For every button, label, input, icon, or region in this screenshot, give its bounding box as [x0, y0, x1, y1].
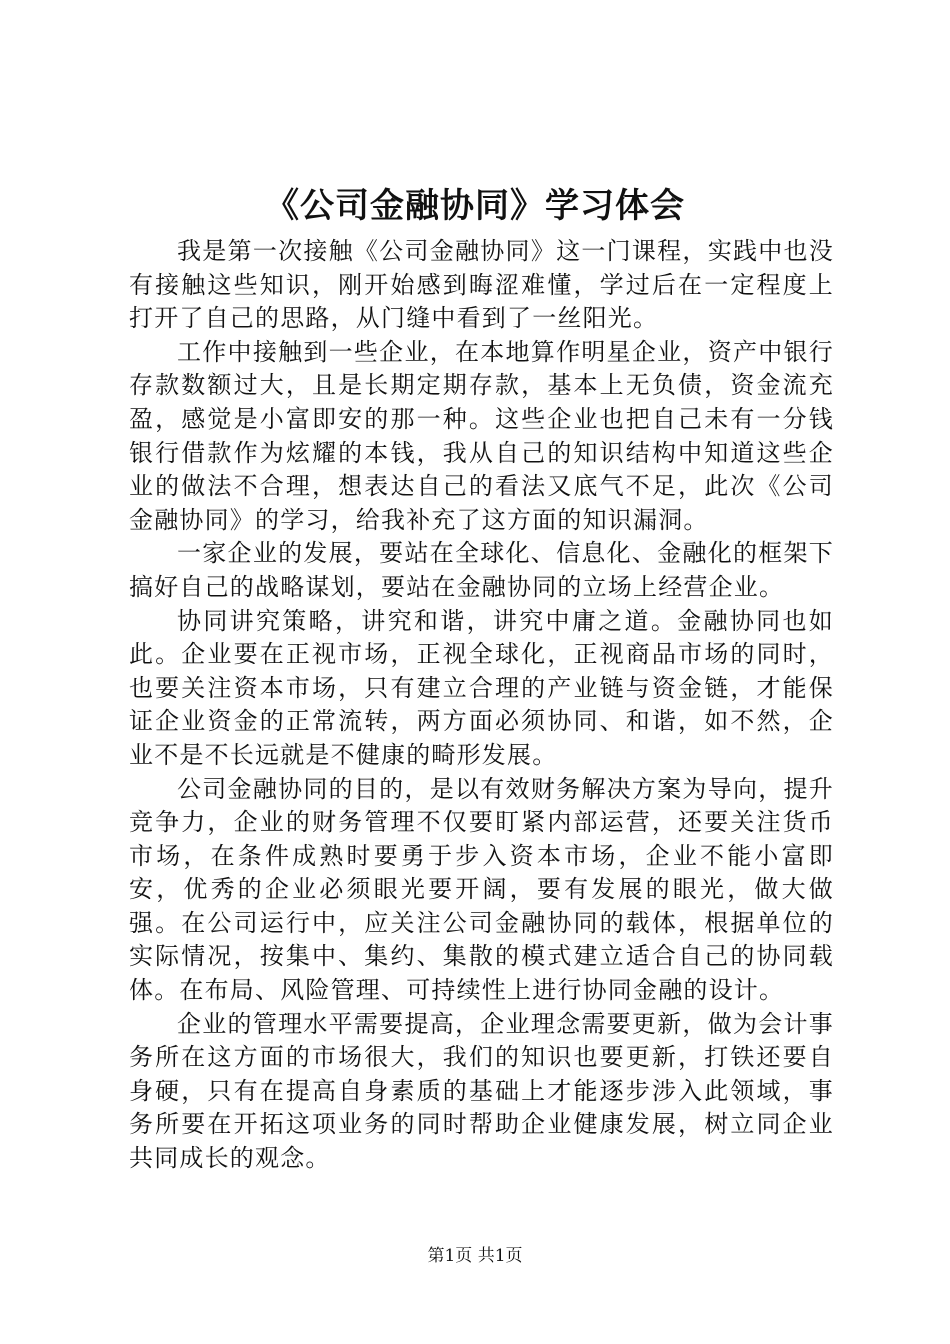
paragraph-3: 一家企业的发展，要站在全球化、信息化、金融化的框架下搞好自己的战略谋划，要站在金融协同的立场上经营企业。	[129, 539, 834, 601]
paragraph-6: 企业的管理水平需要提高，企业理念需要更新，做为会计事务所在这方面的市场很大，我们的知识也要更新，打铁还要自身硬，只有在提高自身素质的基础上才能逐步涉入此领域，事务所要在开拓这项业务的同时帮助企业健康发展，树立同企业共同成长的观念。	[129, 1009, 834, 1173]
document-title: 《公司金融协同》学习体会	[265, 186, 685, 226]
paragraph-1: 我是第一次接触《公司金融协同》这一门课程，实践中也没有接触这些知识，刚开始感到晦涩难懂，学过后在一定程度上打开了自己的思路，从门缝中看到了一丝阳光。	[129, 237, 834, 333]
paragraph-5: 公司金融协同的目的，是以有效财务解决方案为导向，提升竞争力，企业的财务管理不仅要盯紧内部运营，还要关注货币市场，在条件成熟时要勇于步入资本市场，企业不能小富即安，优秀的企业必须眼光要开阔，要有发展的眼光，做大做强。在公司运行中，应关注公司金融协同的载体，根据单位的实际情况，按集中、集约、集散的模式建立适合自己的协同载体。在布局、风险管理、可持续性上进行协同金融的设计。	[129, 774, 834, 1005]
document-body	[129, 235, 834, 1176]
paragraph-2: 工作中接触到一些企业，在本地算作明星企业，资产中银行存款数额过大，且是长期定期存款，基本上无负债，资金流充盈，感觉是小富即安的那一种。这些企业也把自己未有一分钱银行借款作为炫耀的本钱，我从自己的知识结构中知道这些企业的做法不合理，想表达自己的看法又底气不足，此次《公司金融协同》的学习，给我补充了这方面的知识漏洞。	[129, 337, 834, 534]
page-footer: 第1页 共1页	[427, 1246, 523, 1266]
paragraph-4: 协同讲究策略，讲究和谐，讲究中庸之道。金融协同也如此。企业要在正视市场，正视全球化，正视商品市场的同时，也要关注资本市场，只有建立合理的产业链与资金链，才能保证企业资金的正常流转，两方面必须协同、和谐，如不然，企业不是不长远就是不健康的畸形发展。	[129, 606, 834, 769]
